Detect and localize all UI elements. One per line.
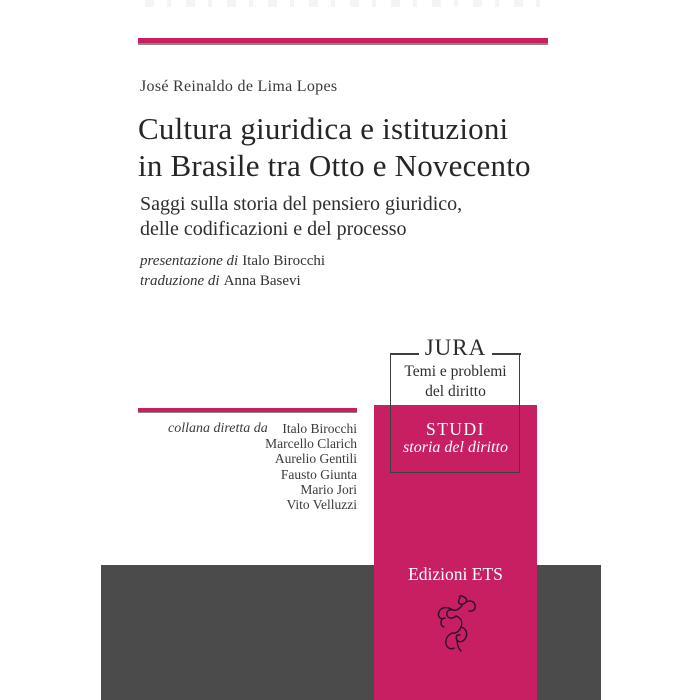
editor-name: Mario Jori xyxy=(300,481,357,497)
editor-name: Italo Birocchi xyxy=(282,421,357,436)
series-name: JURA xyxy=(424,335,487,360)
publisher-griffin-logo xyxy=(430,592,482,654)
series-section-subtitle: storia del diritto xyxy=(403,439,508,456)
book-subtitle xyxy=(140,192,462,242)
top-magenta-rule xyxy=(138,38,548,45)
collana-magenta-rule xyxy=(138,408,357,413)
credit-presentation xyxy=(140,251,325,271)
editors-list xyxy=(157,421,357,512)
top-edge-artifacts xyxy=(145,0,545,7)
author-name: José Reinaldo de Lima Lopes xyxy=(140,78,338,95)
series-tagline-line2: del diritto xyxy=(425,383,486,400)
editor-name: Marcello Clarich xyxy=(265,436,357,452)
credit-presentation-name: Italo Birocchi xyxy=(242,253,326,269)
series-tagline-line1: Temi e problemi xyxy=(404,363,507,380)
book-title-line1: Cultura giuridica e istituzioni xyxy=(138,111,509,146)
publisher-name: Edizioni ETS xyxy=(408,564,503,584)
credit-translation xyxy=(140,271,325,291)
book-subtitle-line1: Saggi sulla storia del pensiero giuridico, xyxy=(140,193,463,215)
publisher-logo-wrap xyxy=(374,592,537,659)
editor-name: Vito Velluzzi xyxy=(286,497,357,513)
editor-name: Fausto Giunta xyxy=(280,466,357,482)
credits xyxy=(140,251,325,291)
collana-label: collana diretta da xyxy=(168,421,268,436)
credit-presentation-role: presentazione di xyxy=(140,253,239,269)
credit-translation-role: traduzione di xyxy=(140,273,220,289)
book-title xyxy=(138,110,531,184)
credit-translation-name: Anna Basevi xyxy=(223,273,301,289)
series-tagline xyxy=(390,362,521,402)
book-subtitle-line2: delle codificazioni e del processo xyxy=(140,218,407,240)
editor-name: Aurelio Gentili xyxy=(274,451,357,467)
series-section: STUDI xyxy=(425,419,486,439)
book-title-line2: in Brasile tra Otto e Novecento xyxy=(138,148,531,183)
